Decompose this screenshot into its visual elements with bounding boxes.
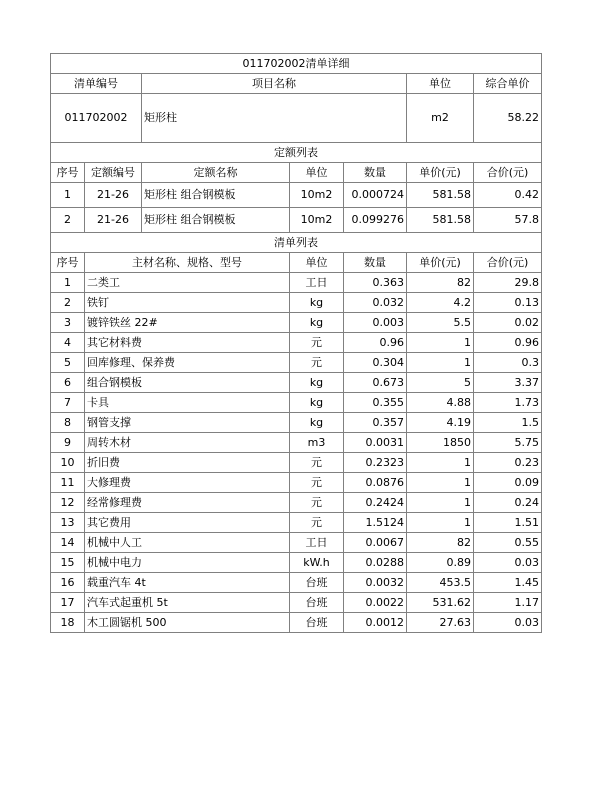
- material-qty: 0.304: [344, 353, 407, 373]
- material-qty: 0.2323: [344, 453, 407, 473]
- quota-col-code: 定额编号: [85, 163, 142, 183]
- material-unit: kg: [290, 313, 344, 333]
- materials-col-no: 序号: [51, 253, 85, 273]
- material-total: 0.09: [474, 473, 542, 493]
- material-name: 卡具: [85, 393, 290, 413]
- quota-qty: 0.099276: [344, 208, 407, 233]
- quota-row: [51, 183, 542, 208]
- quota-price: 581.58: [407, 208, 474, 233]
- material-name: 二类工: [85, 273, 290, 293]
- material-name: 其它材料费: [85, 333, 290, 353]
- material-name: 机械中电力: [85, 553, 290, 573]
- material-total: 0.55: [474, 533, 542, 553]
- material-no: 6: [51, 373, 85, 393]
- material-price: 5.5: [407, 313, 474, 333]
- material-row: [51, 553, 542, 573]
- material-row: [51, 533, 542, 553]
- materials-section-title: 清单列表: [51, 233, 542, 253]
- material-total: 1.45: [474, 573, 542, 593]
- material-qty: 0.0012: [344, 613, 407, 633]
- material-total: 5.75: [474, 433, 542, 453]
- material-unit: 元: [290, 493, 344, 513]
- material-row: [51, 593, 542, 613]
- quota-total: 0.42: [474, 183, 542, 208]
- material-no: 2: [51, 293, 85, 313]
- material-price: 1: [407, 513, 474, 533]
- material-name: 折旧费: [85, 453, 290, 473]
- material-row: [51, 273, 542, 293]
- materials-col-name: 主材名称、规格、型号: [85, 253, 290, 273]
- quota-col-unit: 单位: [290, 163, 344, 183]
- material-qty: 0.96: [344, 333, 407, 353]
- quota-code: 21-26: [85, 208, 142, 233]
- material-no: 4: [51, 333, 85, 353]
- quota-unit: 10m2: [290, 208, 344, 233]
- material-name: 钢管支撑: [85, 413, 290, 433]
- materials-col-total: 合价(元): [474, 253, 542, 273]
- material-price: 4.19: [407, 413, 474, 433]
- material-qty: 0.355: [344, 393, 407, 413]
- material-price: 5: [407, 373, 474, 393]
- material-price: 531.62: [407, 593, 474, 613]
- material-unit: m3: [290, 433, 344, 453]
- material-row: [51, 613, 542, 633]
- material-row: [51, 453, 542, 473]
- material-qty: 0.0022: [344, 593, 407, 613]
- material-price: 1: [407, 453, 474, 473]
- material-qty: 0.357: [344, 413, 407, 433]
- material-qty: 0.0031: [344, 433, 407, 453]
- material-total: 0.02: [474, 313, 542, 333]
- material-no: 13: [51, 513, 85, 533]
- material-total: 0.24: [474, 493, 542, 513]
- detail-table: [50, 53, 542, 633]
- material-row: [51, 473, 542, 493]
- material-total: 0.23: [474, 453, 542, 473]
- quota-no: 2: [51, 208, 85, 233]
- material-name: 组合钢模板: [85, 373, 290, 393]
- material-price: 82: [407, 533, 474, 553]
- material-unit: 元: [290, 513, 344, 533]
- quota-name: 矩形柱 组合钢模板: [142, 208, 290, 233]
- material-row: [51, 313, 542, 333]
- material-price: 1: [407, 333, 474, 353]
- material-no: 5: [51, 353, 85, 373]
- materials-col-unit: 单位: [290, 253, 344, 273]
- material-no: 7: [51, 393, 85, 413]
- material-total: 0.03: [474, 613, 542, 633]
- material-price: 453.5: [407, 573, 474, 593]
- material-no: 11: [51, 473, 85, 493]
- material-price: 1: [407, 353, 474, 373]
- material-unit: 元: [290, 333, 344, 353]
- quota-col-qty: 数量: [344, 163, 407, 183]
- material-total: 1.5: [474, 413, 542, 433]
- material-qty: 0.0876: [344, 473, 407, 493]
- quota-price: 581.58: [407, 183, 474, 208]
- material-unit: kg: [290, 393, 344, 413]
- material-no: 17: [51, 593, 85, 613]
- materials-col-qty: 数量: [344, 253, 407, 273]
- quota-col-price: 单价(元): [407, 163, 474, 183]
- item-code: 011702002: [51, 94, 142, 143]
- material-no: 16: [51, 573, 85, 593]
- material-total: 0.3: [474, 353, 542, 373]
- material-unit: kg: [290, 413, 344, 433]
- quota-total: 57.8: [474, 208, 542, 233]
- header-price: 综合单价: [474, 74, 542, 94]
- material-unit: 元: [290, 453, 344, 473]
- material-name: 木工圆锯机 500: [85, 613, 290, 633]
- material-total: 1.73: [474, 393, 542, 413]
- material-unit: kg: [290, 373, 344, 393]
- material-no: 9: [51, 433, 85, 453]
- header-unit: 单位: [407, 74, 474, 94]
- material-total: 1.51: [474, 513, 542, 533]
- material-unit: kg: [290, 293, 344, 313]
- quota-col-no: 序号: [51, 163, 85, 183]
- material-total: 0.13: [474, 293, 542, 313]
- material-qty: 0.2424: [344, 493, 407, 513]
- material-unit: 元: [290, 473, 344, 493]
- material-price: 82: [407, 273, 474, 293]
- quota-code: 21-26: [85, 183, 142, 208]
- material-row: [51, 353, 542, 373]
- material-name: 周转木材: [85, 433, 290, 453]
- material-unit: 工日: [290, 533, 344, 553]
- material-no: 12: [51, 493, 85, 513]
- item-unit: m2: [407, 94, 474, 143]
- material-row: [51, 413, 542, 433]
- material-no: 10: [51, 453, 85, 473]
- material-unit: 台班: [290, 573, 344, 593]
- material-no: 14: [51, 533, 85, 553]
- material-qty: 0.0032: [344, 573, 407, 593]
- material-no: 18: [51, 613, 85, 633]
- material-row: [51, 493, 542, 513]
- item-name: 矩形柱: [142, 94, 407, 143]
- materials-col-price: 单价(元): [407, 253, 474, 273]
- quota-col-total: 合价(元): [474, 163, 542, 183]
- material-name: 回库修理、保养费: [85, 353, 290, 373]
- material-qty: 0.0288: [344, 553, 407, 573]
- material-qty: 0.673: [344, 373, 407, 393]
- item-price: 58.22: [474, 94, 542, 143]
- material-no: 1: [51, 273, 85, 293]
- material-qty: 0.363: [344, 273, 407, 293]
- material-total: 0.03: [474, 553, 542, 573]
- material-total: 3.37: [474, 373, 542, 393]
- material-price: 4.88: [407, 393, 474, 413]
- material-row: [51, 293, 542, 313]
- material-name: 大修理费: [85, 473, 290, 493]
- material-name: 汽车式起重机 5t: [85, 593, 290, 613]
- header-name: 项目名称: [142, 74, 407, 94]
- header-code: 清单编号: [51, 74, 142, 94]
- material-no: 15: [51, 553, 85, 573]
- material-row: [51, 333, 542, 353]
- material-unit: 元: [290, 353, 344, 373]
- material-no: 8: [51, 413, 85, 433]
- material-unit: 台班: [290, 593, 344, 613]
- material-row: [51, 513, 542, 533]
- page-title: 011702002清单详细: [51, 54, 542, 74]
- material-total: 0.96: [474, 333, 542, 353]
- material-price: 1850: [407, 433, 474, 453]
- material-qty: 0.032: [344, 293, 407, 313]
- material-name: 其它费用: [85, 513, 290, 533]
- material-price: 0.89: [407, 553, 474, 573]
- quota-row: [51, 208, 542, 233]
- quota-name: 矩形柱 组合钢模板: [142, 183, 290, 208]
- material-name: 镀锌铁丝 22#: [85, 313, 290, 333]
- material-unit: 工日: [290, 273, 344, 293]
- material-price: 4.2: [407, 293, 474, 313]
- material-row: [51, 393, 542, 413]
- material-row: [51, 573, 542, 593]
- material-name: 经常修理费: [85, 493, 290, 513]
- material-row: [51, 433, 542, 453]
- material-unit: 台班: [290, 613, 344, 633]
- material-qty: 1.5124: [344, 513, 407, 533]
- quota-no: 1: [51, 183, 85, 208]
- quota-unit: 10m2: [290, 183, 344, 208]
- material-price: 27.63: [407, 613, 474, 633]
- material-unit: kW.h: [290, 553, 344, 573]
- material-row: [51, 373, 542, 393]
- material-no: 3: [51, 313, 85, 333]
- quota-col-name: 定额名称: [142, 163, 290, 183]
- material-qty: 0.003: [344, 313, 407, 333]
- quota-qty: 0.000724: [344, 183, 407, 208]
- material-qty: 0.0067: [344, 533, 407, 553]
- quota-section-title: 定额列表: [51, 143, 542, 163]
- material-total: 1.17: [474, 593, 542, 613]
- material-total: 29.8: [474, 273, 542, 293]
- material-price: 1: [407, 473, 474, 493]
- material-price: 1: [407, 493, 474, 513]
- material-name: 载重汽车 4t: [85, 573, 290, 593]
- material-name: 机械中人工: [85, 533, 290, 553]
- material-name: 铁钉: [85, 293, 290, 313]
